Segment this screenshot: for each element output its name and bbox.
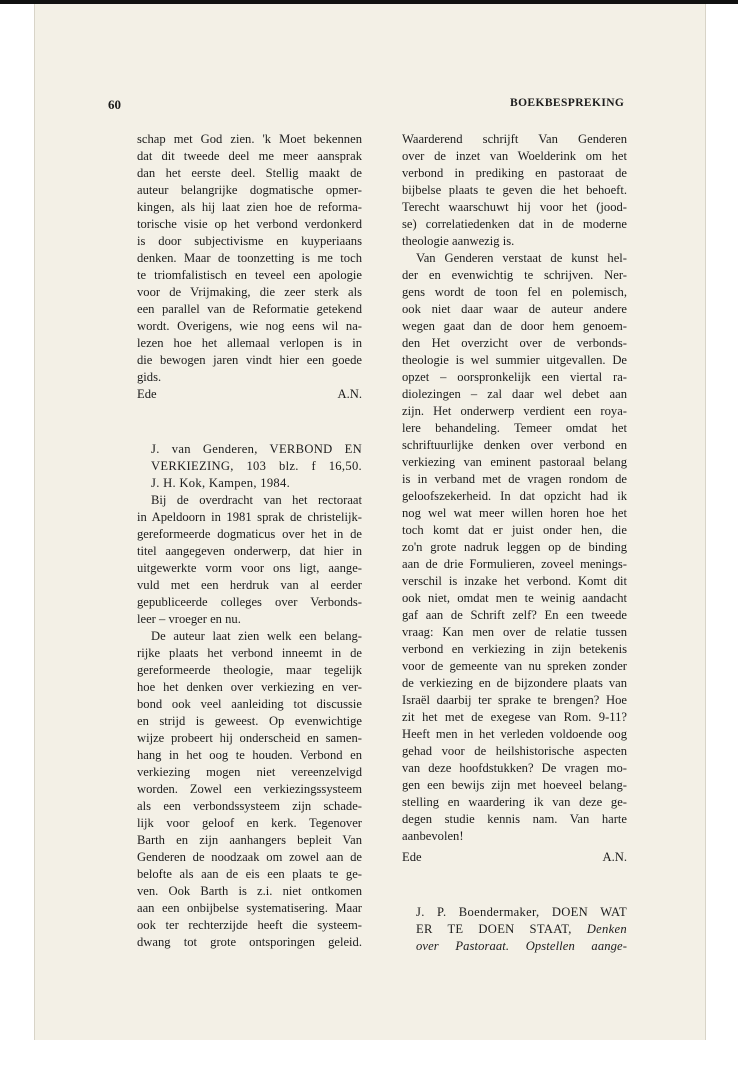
text-line: geloofszekerheid. In dat opzicht had ik [402,489,627,503]
text-line: die bewogen jaren vindt hier een goede [137,353,362,367]
text-line: gereformeerde dogmaticus over het in de [137,527,362,541]
text-line: vraag: Kan men over de relatie tussen [402,625,627,639]
text-line: bond ook veel aanleiding tot discussie [137,697,362,711]
text-line: gehad voor de heilshistorische aspecten [402,744,627,758]
text-line: se) correlatiedenken dat in de moderne [402,217,627,231]
text-line: nog wel wat meer willen horen hoe het [402,506,627,520]
right-column [402,131,627,955]
text-line: auteur belangrijke dogmatische opmer- [137,183,362,197]
text-line: kingen, als hij laat zien hoe de reforma- [137,200,362,214]
text-line: en strijd is geweest. Op evenwichtige [137,714,362,728]
signature-place: Ede [137,387,157,401]
text-line: theologie aanwezig is. [402,234,515,248]
text-line: diolezingen – zal daar wel debet aan [402,387,627,401]
bib-line [416,938,627,955]
text-line: dwang tot grote ontsporingen geleid. [137,935,362,949]
bib-subtitle-part: over Pastoraat. Opstellen aange- [416,939,627,953]
text-line: een parallel van de Reformatie getekend [137,302,362,316]
text-line: zit het met de exegese van Rom. 9-11? [402,710,627,724]
text-line: over de inzet van Woelderink om het [402,149,627,163]
text-line: Terecht waarschuwt hij voor het (jood- [402,200,627,214]
text-line: schriftuurlijke denken over verbond en [402,438,627,452]
review-1-ending [137,131,362,386]
text-line: gen een bewijs zijn met hoeveel belang- [402,778,627,792]
text-line: aanbevolen! [402,829,464,843]
text-line: ven. Ook Barth is z.i. niet ontkomen [137,884,362,898]
review-2-body [137,492,362,951]
book-heading [402,904,627,955]
text-line: worden. Zowel een verkiezingssysteem [137,782,362,796]
text-line: schap met God zien. 'k Moet bekennen [137,132,362,146]
text-line: opzet – oorspronkelijk een viertal ra- [402,370,627,384]
page-number: 60 [108,97,121,112]
text-line: gids. [137,370,162,384]
text-line: hang in het oog te houden. Verbond en [137,748,362,762]
text-line: verkiezing mogen niet vereenzelvigd [137,765,362,779]
text-line: bijbelse plaats te geven die het behoeft. [402,183,627,197]
text-line: lere behandeling. Temeer omdat het [402,421,627,435]
signature-initials: A.N. [337,387,362,401]
text-line: wegen gaat dan de door hem genoem- [402,319,627,333]
text-line: Bij de overdracht van het rectoraat [151,493,362,507]
text-line: uitgewerkte vorm voor ons ligt, aange- [137,561,362,575]
signature-place: Ede [402,850,422,864]
text-line: voor de gemeente van nu spreken zonder [402,659,627,673]
bib-title-part: ER TE DOEN STAAT, [416,922,572,936]
text-line: de verkiezing en de bijzondere plaats van [402,676,627,690]
left-column [137,131,362,951]
text-line: Genderen de noodzaak om zowel aan de [137,850,362,864]
text-line: gens wordt de toon fel en polemisch, [402,285,627,299]
running-title: BOEKBESPREKING [510,97,625,109]
bib-line: VERKIEZING, 103 blz. f 16,50. [151,459,362,473]
text-line: De auteur laat zien welk een belang- [151,629,362,643]
text-line: in Apeldoorn in 1981 sprak de christelijk- [137,510,362,524]
text-line: degen studie kennis nam. Van harte [402,812,627,826]
text-line: theologie is wel summier uitgevallen. De [402,353,627,367]
text-line: lezen hoe het allemaal verlopen is in [137,336,362,350]
text-line: voor de Vrijmaking, die zeer sterk als [137,285,362,299]
text-line: dan het eerste deel. Stellig maakt de [137,166,362,180]
text-line: aan een onbijbelse systematisering. Maar [137,901,362,915]
text-line: ook niet daar waar de auteur andere [402,302,627,316]
text-line: wijze probeert hij onderscheid en samen- [137,731,362,745]
bib-line: J. van Genderen, VERBOND EN [151,442,362,456]
bib-line [416,921,627,938]
bib-line: J. H. Kok, Kampen, 1984. [151,476,291,490]
book-heading [137,441,362,492]
text-line: verschil is inzake het verbond. Komt dit [402,574,627,588]
text-line: belofte als aan de eis een plaats te ge- [137,867,362,881]
text-line: titel aangegeven onderwerp, dat hier in [137,544,362,558]
text-line: aan de drie Formulieren, zoveel menings- [402,557,627,571]
text-line: torische visie op het verbond verdonkerd [137,217,362,231]
text-line: hoe het denken over verkiezing en ver- [137,680,362,694]
bib-line: J. P. Boendermaker, DOEN WAT [416,905,627,919]
text-line: toch komt dat er juist onder hen, die [402,523,627,537]
text-line: den Het overzicht over de verbonds- [402,336,627,350]
text-line: gereformeerde theologie, maar tegelijk [137,663,362,677]
text-line: denken. Maar de toonzetting is me toch [137,251,362,265]
text-line: verbond in prediking en pastoraat de [402,166,627,180]
text-line: vuld met een herdruk van al eerder [137,578,362,592]
text-line: te triomfalistisch en teveel een apologie [137,268,362,282]
signature-initials: A.N. [602,850,627,864]
text-line: ook niet, omdat men te weinig aandacht [402,591,627,605]
text-line: der en evenwichtig te schrijven. Ner- [402,268,627,282]
text-line: rijke plaats het verbond inneemt in de [137,646,362,660]
text-line: lijk voor geloof en kerk. Tegenover [137,816,362,830]
text-line: is in verband met de vragen rondom de [402,472,627,486]
text-line: Barth en zijn aanhangers bepleit Van [137,833,362,847]
text-line: stelling en waardering ik van deze ge- [402,795,627,809]
review-signature [402,849,627,866]
text-line: verkiezing van eminent pastoraal belang [402,455,627,469]
text-line: gaf aan de Schrift zelf? En een tweede [402,608,627,622]
text-line: dat dit tweede deel me meer aansprak [137,149,362,163]
text-line: gepubliceerde colleges over Verbonds- [137,595,362,609]
text-line: verbond en verkiezing in zijn betekenis [402,642,627,656]
text-line: leer – vroeger en nu. [137,612,241,626]
review-signature [137,386,362,403]
text-line: Heeft men in het verleden voldoende oog [402,727,627,741]
text-line: zijn. Het onderwerp verdient een roya- [402,404,627,418]
text-line: van deze hoofdstukken? De vragen mo- [402,761,627,775]
review-2-continuation [402,131,627,845]
text-line: Israël daarbij ter sprake te brengen? Hoe [402,693,627,707]
text-line: Van Genderen verstaat de kunst hel- [416,251,627,265]
text-line: wordt. Overigens, wie nog eens wil na- [137,319,362,333]
text-line: zo'n grote nadruk leggen op de binding [402,540,627,554]
text-line: is door subjectivisme en kuyperiaans [137,234,362,248]
text-line: Waarderend schrijft Van Genderen [402,132,627,146]
text-line: als een verbondssysteem zijn schade- [137,799,362,813]
text-line: ook ter rechterzijde heeft die systeem- [137,918,362,932]
bib-subtitle-part: Denken [586,922,627,936]
